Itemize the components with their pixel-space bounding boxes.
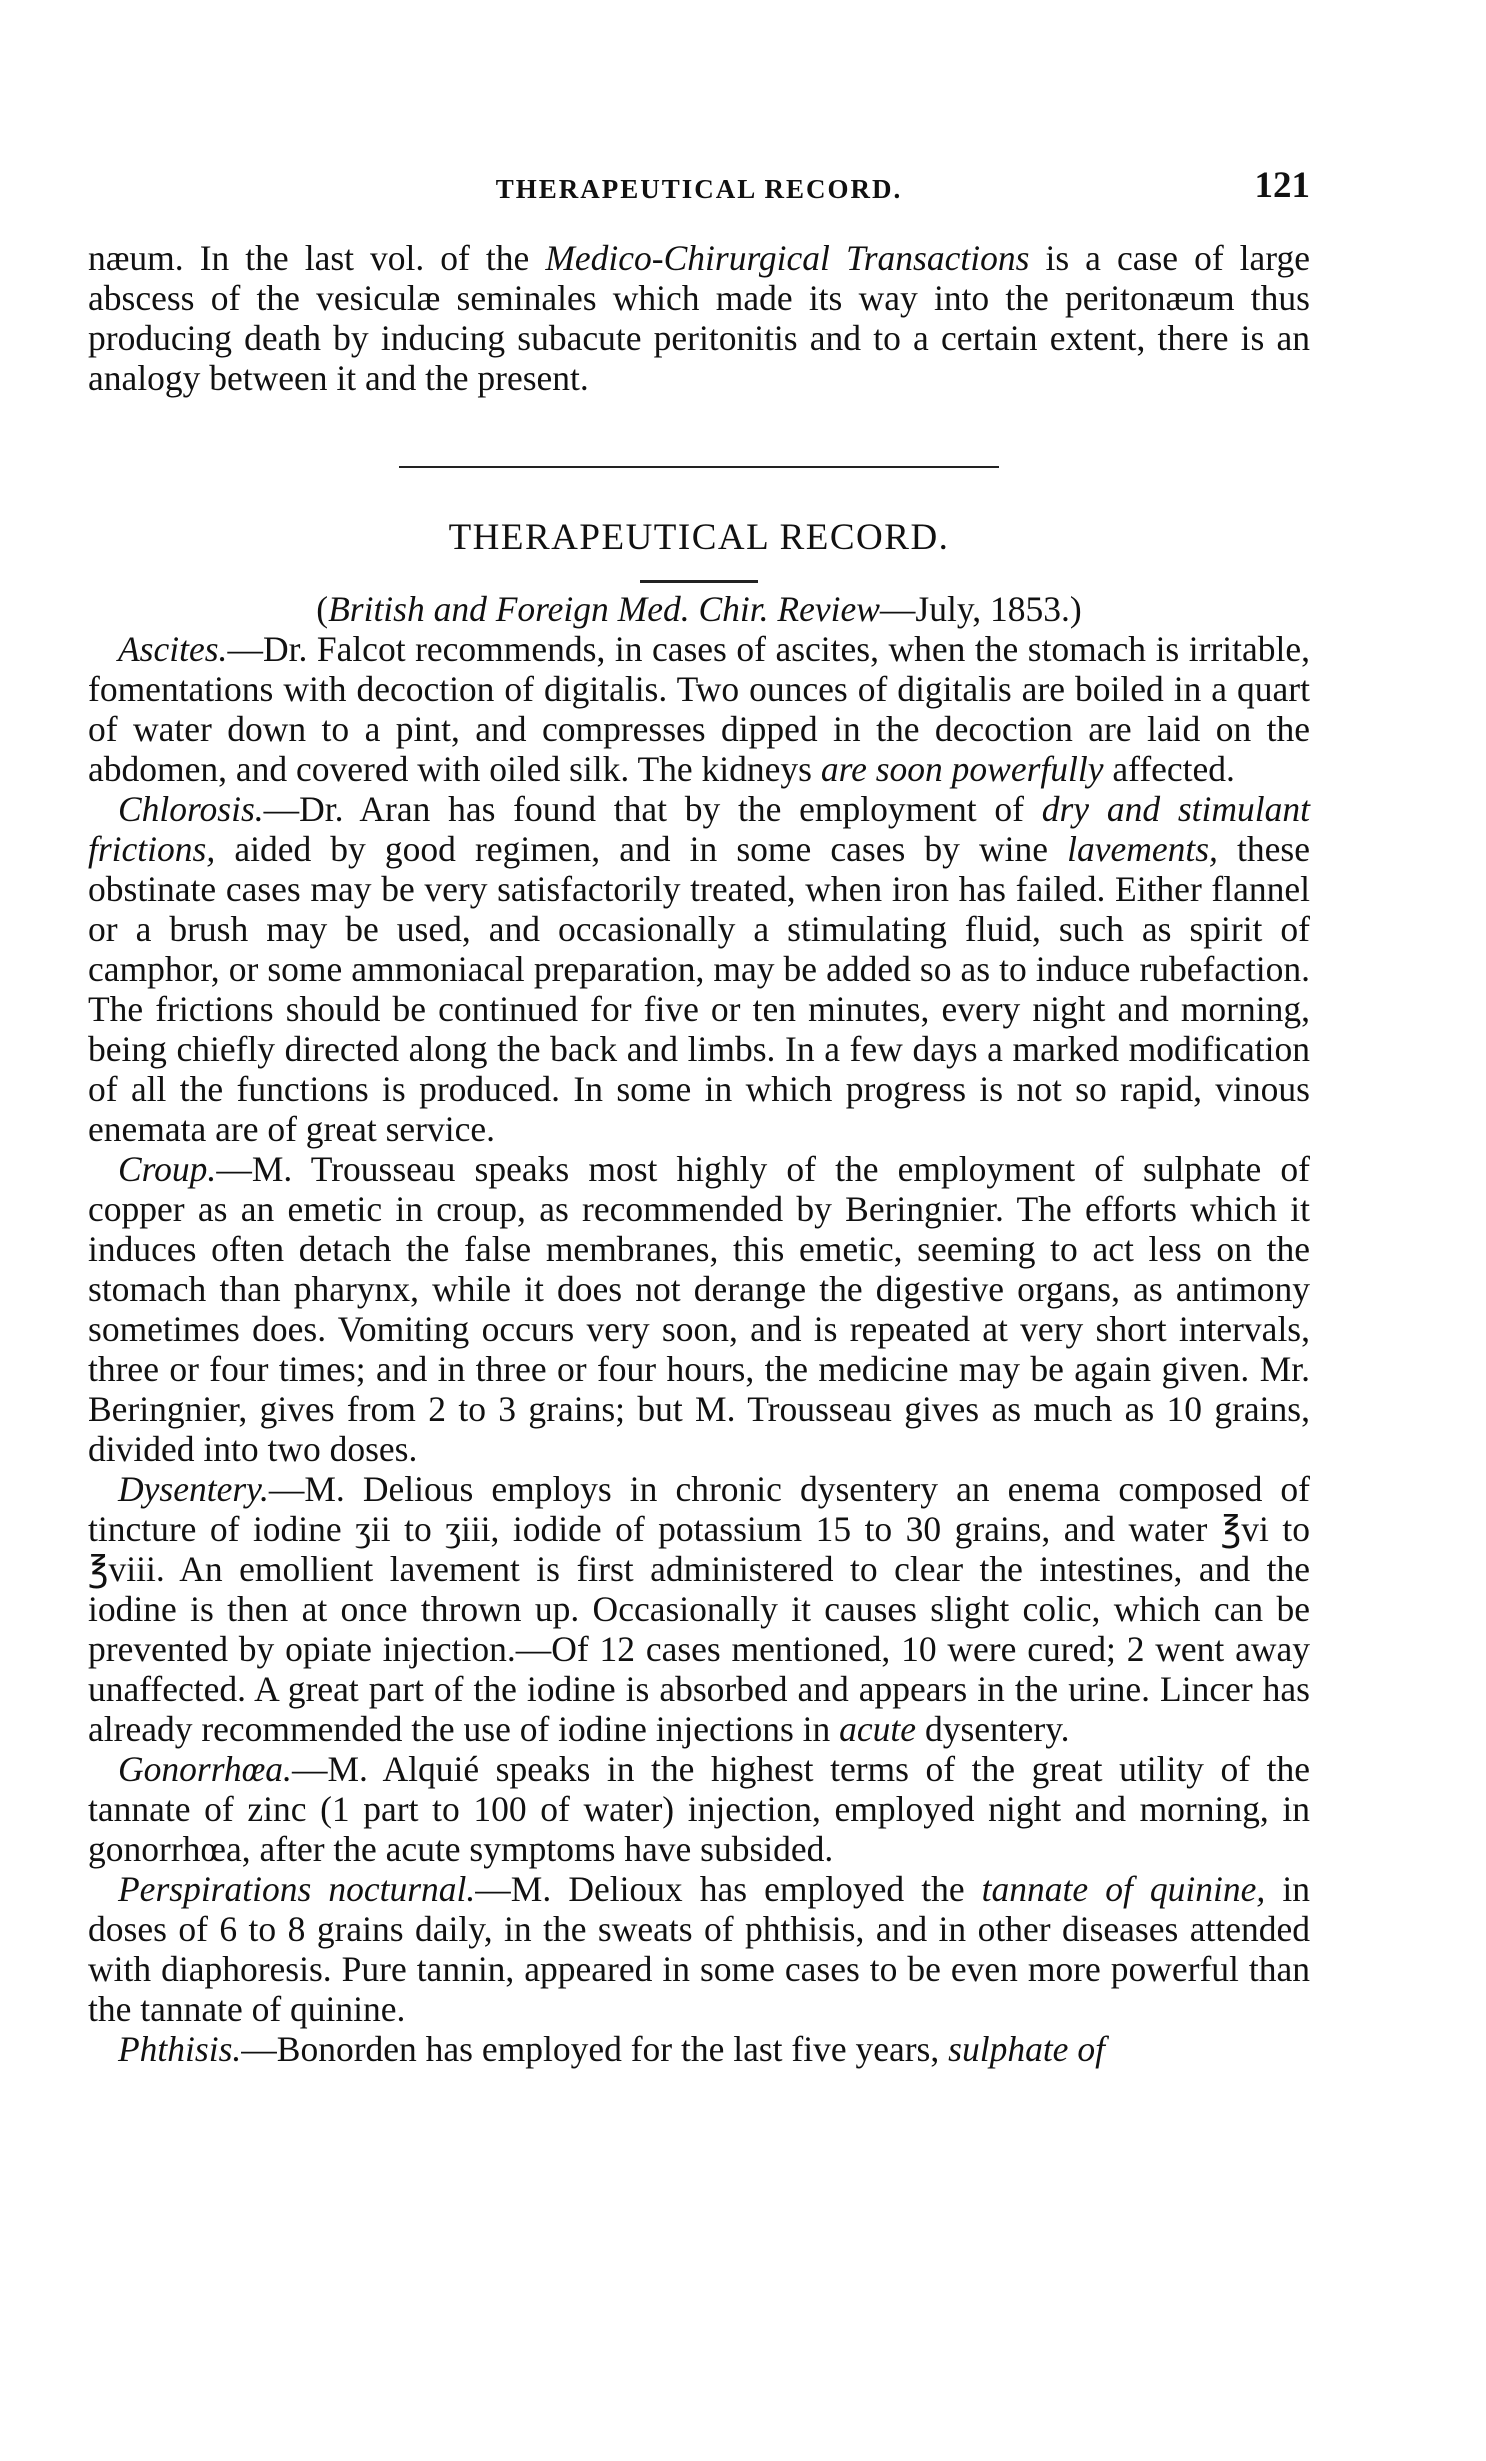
running-head: THERAPEUTICAL RECORD. [495,174,903,204]
entry-dysentery [88,1469,1310,1749]
entry-text: aided by good regimen, and in some cases by wine [215,829,1068,869]
entry-heading: Croup. [118,1149,217,1189]
intro-journal: Medico-Chirurgical Transactions [545,238,1030,278]
entry-heading: Ascites. [118,629,228,669]
entry-italic: sulphate of [948,2029,1105,2069]
source-journal: British and Foreign Med. Chir. Review [328,589,880,629]
entry-chlorosis [88,789,1310,1149]
entry-text: —Dr. Falcot recommends, in cases of ascites, when the stomach is irritable, fomentations with decoction of digitalis. Two ounces of digitalis are boiled in a quart of water down to a pint, and compresses dipped in the decoction are laid on the abdomen, and covered with oiled silk. The kidneys [88,629,1310,789]
entry-italic: tannate of quinine, [981,1869,1266,1909]
entry-ascites [88,629,1310,789]
section-title: THERAPEUTICAL RECORD. [448,517,950,558]
entry-text: —M. Delioux has employed the [475,1869,982,1909]
entry-text: dysentery. [916,1709,1070,1749]
entry-heading: Phthisis. [118,2029,242,2069]
entry-text: —Bonorden has employed for the last five years, [241,2029,949,2069]
entry-text: affected. [1103,749,1235,789]
page-number: 121 [1254,165,1310,206]
entry-text: —M. Trousseau speaks most highly of the employment of sulphate of copper as an emetic in croup, as recommended by Beringnier. The efforts which it induces often detach the false membranes, this emetic, seeming to act less on the stomach than pharynx, while it does not derange the digestive organs, as antimony sometimes does. Vomiting occurs very soon, and is repeated at very short intervals, three or four times; and in three or four hours, the medicine may be again given. Mr. Beringnier, gives from 2 to 3 grains; but M. Trousseau gives as much as 10 grains, divided into two doses. [88,1149,1310,1469]
source-open: ( [316,589,329,629]
title-rule [640,580,758,583]
source-date: —July, 1853.) [879,589,1082,629]
entry-italic: dry and stimulant frictions, [88,789,1310,869]
intro-paragraph [88,238,1310,398]
entry-heading: Chlorosis. [118,789,264,829]
entry-croup [88,1149,1310,1469]
entry-gonorrhoea [88,1749,1310,1869]
entry-text: these obstinate cases may be very satisfactorily treated, when iron has failed. Either flannel or a brush may be used, and occasionally a stimulating fluid, such as spirit of camphor, or some ammoniacal preparation, may be added so as to induce rubefaction. The frictions should be continued for five or ten minutes, every night and morning, being chiefly directed along the back and limbs. In a few days a marked modification of all the functions is produced. In some in which progress is not so rapid, vinous enemata are of great service. [88,829,1310,1149]
entry-heading: Gonorrhœa. [118,1749,292,1789]
source-citation [88,589,1310,629]
entry-heading: Perspirations nocturnal. [118,1869,476,1909]
entry-phthisis [88,2029,1310,2069]
section-divider [399,466,999,468]
entry-italic: acute [839,1709,917,1749]
entry-text: —Dr. Aran has found that by the employment of [263,789,1042,829]
body-text [88,238,1310,2069]
entry-text: in doses of 6 to 8 grains daily, in the sweats of phthisis, and in other diseases attended with diaphoresis. Pure tannin, appeared in some cases to be even more powerful than the tannate of quinine. [88,1869,1310,2029]
entry-heading: Dysentery. [118,1469,269,1509]
entry-italic: are soon powerfully [820,749,1104,789]
entry-text: —M. Delious employs in chronic dysentery an enema composed of tincture of iodine ʒii to ʒiii, iodide of potassium 15 to 30 grains, and water ℥vi to ℥viii. An emollient lavement is first administered to clear the intestines, and the iodine is then at once thrown up. Occasionally it causes slight colic, which can be prevented by opiate injection.—Of 12 cases mentioned, 10 were cured; 2 went away unaffected. A great part of the iodine is absorbed and appears in the urine. Lincer has already recommended the use of iodine injections in [88,1469,1310,1749]
intro-text-1: næum. In the last vol. of the [88,238,546,278]
intro-text-2: is a case of large abscess of the vesiculæ seminales which made its way into the peritonæum thus producing death by inducing subacute peritonitis and to a certain extent, there is an analogy between it and the present. [88,238,1310,398]
entry-perspirations [88,1869,1310,2029]
entry-text: —M. Alquié speaks in the highest terms of the great utility of the tannate of zinc (1 part to 100 of water) injection, employed night and morning, in gonorrhœa, after the acute symptoms have subsided. [88,1749,1310,1869]
page-header [88,165,1310,212]
entry-italic: lavements, [1067,829,1218,869]
